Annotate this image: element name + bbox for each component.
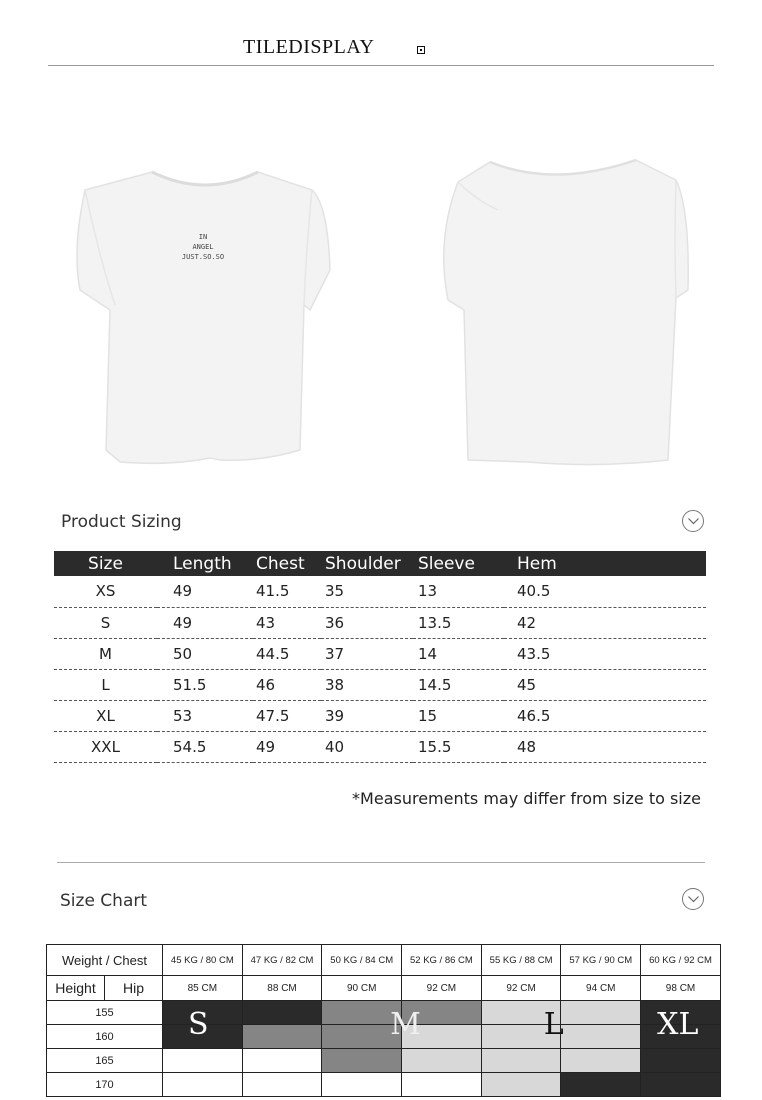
height-row [47, 1073, 721, 1097]
hip-cell: 94 CM [561, 976, 641, 1001]
print-line-3: JUST.SO.SO [181, 253, 225, 261]
size-label-xl: XL [657, 1007, 699, 1042]
tshirt-back-body [444, 160, 688, 465]
column-header: Sleeve [413, 551, 504, 576]
table-cell: 40.5 [504, 576, 706, 607]
table-cell: 39 [321, 700, 413, 731]
tshirt-front-body [77, 172, 330, 463]
table-cell: 36 [321, 607, 413, 638]
column-header: Chest [253, 551, 321, 576]
shade-cell [561, 1025, 641, 1049]
shade-cell [402, 1049, 482, 1073]
shade-cell [322, 1025, 402, 1049]
hip-cell: 85 CM [163, 976, 243, 1001]
hip-cell: 88 CM [242, 976, 322, 1001]
weight-chest-cell: 57 KG / 90 CM [561, 945, 641, 976]
hip-row [47, 976, 721, 1001]
shade-cell [481, 1073, 561, 1097]
height-label: Height [47, 976, 105, 1001]
table-cell: 48 [504, 731, 706, 762]
table-cell: L [54, 669, 157, 700]
table-cell: 54.5 [157, 731, 253, 762]
table-cell: 40 [321, 731, 413, 762]
table-cell: 13.5 [413, 607, 504, 638]
table-cell: XXL [54, 731, 157, 762]
height-cell: 165 [47, 1049, 163, 1073]
table-cell: 44.5 [253, 638, 321, 669]
brand-square-icon [417, 46, 425, 54]
table-cell: XS [54, 576, 157, 607]
weight-chest-row [47, 945, 721, 976]
weight-chest-label: Weight / Chest [47, 945, 163, 976]
height-cell: 155 [47, 1001, 163, 1025]
table-cell: 41.5 [253, 576, 321, 607]
table-cell: 43.5 [504, 638, 706, 669]
shade-cell [242, 1073, 322, 1097]
table-cell: 49 [157, 576, 253, 607]
weight-chest-cell: 60 KG / 92 CM [641, 945, 721, 976]
table-cell: 15.5 [413, 731, 504, 762]
shade-cell [242, 1025, 322, 1049]
shade-cell [322, 1049, 402, 1073]
column-header: Size [54, 551, 157, 576]
shade-cell [402, 1025, 482, 1049]
shade-cell [163, 1073, 243, 1097]
measurement-note: *Measurements may differ from size to size [352, 789, 701, 808]
table-cell: S [54, 607, 157, 638]
height-cell: 170 [47, 1073, 163, 1097]
hip-cell: 90 CM [322, 976, 402, 1001]
height-row [47, 1025, 721, 1049]
shade-cell [242, 1001, 322, 1025]
table-row [54, 607, 706, 638]
table-cell: 14.5 [413, 669, 504, 700]
shade-cell [641, 1073, 721, 1097]
table-cell: 46.5 [504, 700, 706, 731]
chevron-down-icon[interactable] [682, 510, 704, 532]
table-cell: 15 [413, 700, 504, 731]
table-cell: 45 [504, 669, 706, 700]
shade-cell [322, 1001, 402, 1025]
height-row [47, 1049, 721, 1073]
table-cell: 43 [253, 607, 321, 638]
table-cell: XL [54, 700, 157, 731]
table-row [54, 576, 706, 607]
weight-chest-cell: 50 KG / 84 CM [322, 945, 402, 976]
shade-cell [163, 1001, 243, 1042]
brand-logo: TILEDISPLAY [243, 36, 375, 58]
shade-cell [322, 1073, 402, 1097]
weight-chest-cell: 55 KG / 88 CM [481, 945, 561, 976]
size-label-s: S [188, 1007, 209, 1042]
shade-cell [402, 1073, 482, 1097]
table-cell: 49 [253, 731, 321, 762]
shade-cell [163, 1049, 243, 1073]
table-row [54, 669, 706, 700]
header-divider [48, 65, 714, 66]
table-cell: 50 [157, 638, 253, 669]
hip-cell: 92 CM [481, 976, 561, 1001]
table-row [54, 700, 706, 731]
shade-cell [641, 1049, 721, 1073]
hip-label: Hip [105, 976, 163, 1001]
shade-cell [641, 1025, 721, 1049]
hip-cell: 92 CM [402, 976, 482, 1001]
shade-cell [641, 1001, 721, 1042]
tshirt-front-image [60, 150, 350, 480]
product-sizing-title: Product Sizing [61, 512, 182, 532]
shade-cell [561, 1001, 641, 1025]
hip-cell: 98 CM [641, 976, 721, 1001]
table-cell: 49 [157, 607, 253, 638]
tshirt-back-image [428, 150, 718, 480]
table-cell: 51.5 [157, 669, 253, 700]
size-chart-title: Size Chart [60, 891, 148, 911]
shade-cell [481, 1025, 561, 1049]
column-header: Hem [504, 551, 706, 576]
print-line-1: IN [198, 233, 208, 241]
height-row [47, 1001, 721, 1025]
table-cell: 46 [253, 669, 321, 700]
print-line-2: ANGEL [192, 243, 214, 251]
product-sizing-table [54, 551, 706, 763]
shade-cell [163, 1025, 243, 1049]
weight-chest-cell: 45 KG / 80 CM [163, 945, 243, 976]
section-divider [57, 862, 705, 863]
table-cell: 38 [321, 669, 413, 700]
size-chart-table [46, 944, 721, 1097]
shade-cell [242, 1049, 322, 1073]
table-cell: M [54, 638, 157, 669]
shade-cell [481, 1001, 564, 1042]
column-header: Shoulder [321, 551, 413, 576]
table-cell: 37 [321, 638, 413, 669]
shade-cell [390, 1001, 482, 1042]
table-cell: 35 [321, 576, 413, 607]
size-label-m: M [390, 1007, 421, 1042]
sizing-header-row [54, 551, 706, 576]
shade-cell [481, 1049, 561, 1073]
chevron-down-icon[interactable] [682, 888, 704, 910]
table-cell: 47.5 [253, 700, 321, 731]
table-cell: 42 [504, 607, 706, 638]
weight-chest-cell: 47 KG / 82 CM [242, 945, 322, 976]
size-label-l: L [543, 1007, 564, 1042]
table-cell: 14 [413, 638, 504, 669]
weight-chest-cell: 52 KG / 86 CM [402, 945, 482, 976]
table-cell: 53 [157, 700, 253, 731]
column-header: Length [157, 551, 253, 576]
table-row [54, 731, 706, 762]
height-cell: 160 [47, 1025, 163, 1049]
shade-cell [561, 1049, 641, 1073]
table-cell: 13 [413, 576, 504, 607]
shade-cell [561, 1073, 641, 1097]
table-row [54, 638, 706, 669]
